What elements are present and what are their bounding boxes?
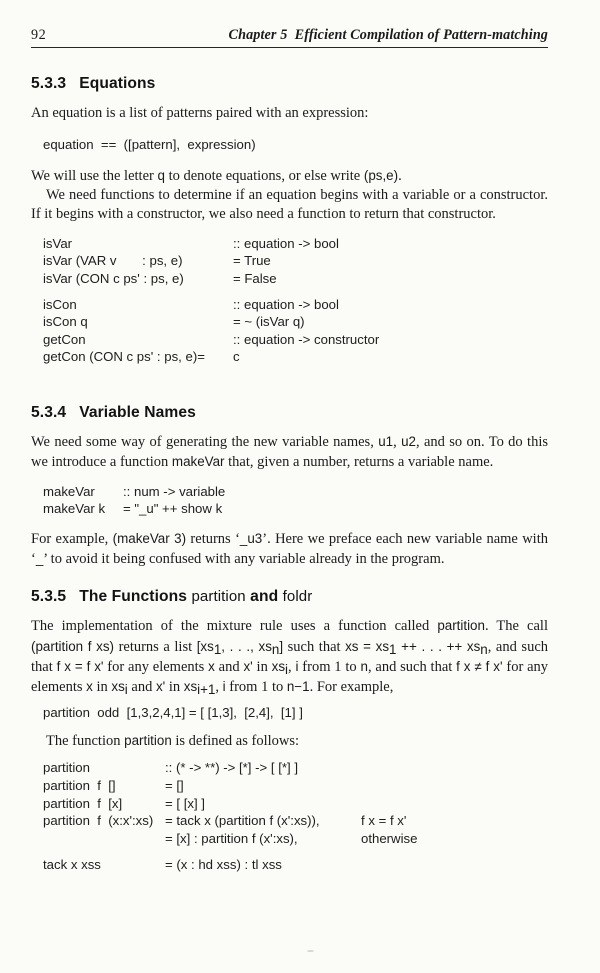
text-segment: partition	[124, 733, 172, 749]
text-segment: 1	[389, 641, 397, 657]
text-segment: that, given a number, returns a variable name.	[224, 454, 494, 471]
text-segment: (partition f xs)	[31, 638, 114, 654]
code-line	[43, 296, 548, 314]
text-segment: ,	[393, 433, 402, 450]
paragraph-letter-q	[31, 166, 548, 186]
text-segment: For example,	[31, 530, 113, 547]
code-line	[43, 856, 548, 874]
text-segment: xs	[183, 679, 198, 695]
paragraph-partition-description	[31, 616, 548, 697]
text-segment: i+1	[197, 682, 216, 698]
text-segment: f x = f x'	[56, 658, 104, 674]
text-segment: returns a list	[114, 638, 197, 655]
code-text: c	[233, 349, 240, 365]
code-line	[43, 313, 548, 331]
code-text: isCon	[43, 296, 77, 312]
code-text: = True	[233, 253, 271, 269]
code-line	[43, 500, 548, 518]
text-segment: The implementation of the mixture rule uses a function called	[31, 618, 438, 635]
code-line	[43, 795, 548, 813]
text-segment: , . . ., xs	[221, 638, 272, 654]
text-segment: u1	[378, 433, 394, 449]
text-segment: ,	[288, 658, 296, 675]
text-segment: . The call	[484, 618, 548, 635]
code-line	[43, 270, 548, 288]
text-segment: ’. Here we preface each new variable name with ‘	[31, 530, 548, 568]
code-text: = ~ (isVar q)	[233, 314, 305, 330]
section-title	[79, 588, 312, 605]
text-segment: q	[157, 167, 165, 183]
text-segment: xs	[271, 658, 286, 674]
text-segment: Variable Names	[79, 403, 196, 421]
code-text: :: num -> variable	[123, 483, 226, 499]
code-text: getCon	[43, 331, 86, 347]
text-segment: from 1 to	[298, 658, 361, 675]
code-text: :: equation -> bool	[233, 296, 339, 312]
text-segment: ]	[279, 638, 284, 654]
code-text: f x = f x'	[361, 813, 407, 829]
text-segment: 1	[213, 641, 222, 657]
text-segment: (makeVar 3)	[112, 530, 187, 546]
text-segment: The function	[46, 733, 125, 750]
code-block-partition-example	[43, 704, 548, 722]
text-segment: We need functions to determine if an equation begins with a variable or a constructor. If it begins with a constructor, we also need a function to return that constructor.	[31, 187, 548, 223]
code-block-makevar	[43, 483, 548, 518]
section-title	[79, 75, 155, 92]
text-segment: i	[222, 679, 226, 695]
code-text: makeVar	[43, 483, 95, 499]
text-segment: partition	[437, 618, 485, 634]
code-block-equation-def	[43, 136, 548, 154]
text-segment: ,	[215, 679, 223, 696]
text-segment: makeVar	[171, 454, 225, 470]
code-text: = (x : hd xss) : tl xss	[165, 857, 282, 873]
code-line	[43, 847, 548, 856]
code-block-partition-def	[43, 759, 548, 874]
section-number: 5.3.4	[31, 403, 67, 421]
code-text: getCon (CON c ps' : ps, e)=	[43, 349, 205, 365]
code-text: = [ [x] ]	[165, 795, 205, 811]
text-segment: x	[208, 658, 215, 674]
code-block-iscon-getcon	[43, 296, 548, 366]
code-line	[43, 331, 548, 349]
code-text: = tack x (partition f (x':xs)),	[165, 813, 320, 829]
text-segment: x'	[155, 679, 166, 695]
text-segment: x'	[243, 658, 253, 674]
code-line	[43, 830, 548, 848]
paragraph-variable-names	[31, 432, 548, 473]
code-text: isVar (CON c ps' : ps, e)	[43, 270, 184, 286]
code-text: isVar (VAR v : ps, e)	[43, 253, 183, 269]
text-segment: , and such that	[367, 658, 457, 675]
text-segment: [xs	[196, 638, 214, 654]
text-segment: and	[245, 588, 283, 606]
code-text: partition odd [1,3,2,4,1] = [ [1,3], [2,4], [1] ]	[43, 704, 303, 720]
paragraph-equation-intro	[31, 104, 548, 123]
text-segment: i	[285, 661, 289, 677]
code-text: = "_u" ++ show k	[123, 501, 223, 517]
section-title	[79, 404, 196, 421]
code-text: partition	[43, 760, 90, 776]
code-text: partition f []	[43, 777, 116, 793]
text-segment: x	[86, 679, 93, 695]
text-segment: is defined as follows:	[171, 733, 300, 750]
text-segment: An equation is a list of patterns paired with an expression:	[31, 105, 369, 121]
text-segment: and	[127, 679, 156, 696]
text-segment: for any elements	[31, 658, 549, 696]
code-block-isvar	[43, 235, 548, 288]
code-text: tack x xss	[43, 857, 101, 873]
code-line	[43, 235, 548, 253]
code-text: :: equation -> bool	[233, 235, 339, 251]
text-segment: i	[295, 658, 299, 674]
text-segment: We need some way of generating the new variable names,	[31, 433, 379, 450]
code-text: = []	[165, 777, 184, 793]
paragraph-partition-defined	[31, 731, 548, 751]
text-segment: such that	[283, 638, 346, 655]
text-segment: n	[480, 641, 488, 657]
code-text: = False	[233, 270, 277, 286]
code-line	[43, 136, 548, 154]
code-text: :: equation -> constructor	[233, 331, 380, 347]
code-text: :: (* -> **) -> [*] -> [ [*] ]	[165, 760, 299, 776]
text-segment: in	[252, 658, 272, 675]
text-segment: We will use the letter	[31, 167, 158, 184]
code-line	[43, 483, 548, 501]
code-line	[43, 704, 548, 722]
code-text: makeVar k	[43, 501, 106, 517]
text-segment: n−1	[286, 679, 310, 695]
text-segment: n	[271, 641, 280, 657]
text-segment: _u3	[239, 530, 263, 546]
text-segment: to denote equations, or else write	[164, 167, 364, 184]
text-segment: in	[165, 679, 184, 696]
code-text: isCon q	[43, 314, 88, 330]
code-line	[43, 252, 548, 270]
code-text: isVar	[43, 235, 73, 251]
text-segment: .	[398, 167, 402, 184]
page-header	[31, 27, 548, 44]
text-segment: foldr	[282, 588, 313, 606]
code-text: partition f (x:x':xs)	[43, 813, 154, 829]
text-segment: _	[35, 551, 44, 567]
text-segment: returns ‘	[186, 530, 240, 547]
section-heading-5-3-3	[31, 75, 548, 93]
paragraph-need-functions	[31, 186, 548, 225]
text-segment: ++ . . . ++ xs	[396, 638, 481, 654]
text-segment: . For example,	[309, 679, 394, 696]
text-segment: The Functions	[79, 588, 192, 606]
section-heading-5-3-4	[31, 404, 548, 422]
code-text: partition f [x]	[43, 795, 123, 811]
section-number: 5.3.5	[31, 588, 67, 606]
text-segment: from 1 to	[225, 679, 287, 696]
code-line	[43, 777, 548, 795]
text-segment: partition	[191, 588, 246, 606]
running-head: Chapter 5 Efficient Compilation of Pattern-matching	[228, 27, 548, 43]
text-segment: in	[92, 679, 112, 696]
text-segment: and	[214, 658, 244, 675]
code-text: equation == ([pattern], expression)	[43, 137, 256, 153]
text-segment: xs	[111, 679, 125, 695]
code-line	[43, 348, 548, 366]
text-segment: xs = xs	[345, 638, 390, 654]
text-segment: i	[124, 682, 128, 698]
code-text	[43, 830, 165, 848]
text-segment: for any elements	[103, 658, 209, 675]
code-line	[43, 812, 548, 830]
text-segment: , and so on. To do this we introduce a function	[31, 433, 548, 471]
text-segment: u2	[401, 433, 416, 449]
section-heading-5-3-5	[31, 588, 548, 606]
paragraph-makevar-example	[31, 529, 548, 570]
text-segment: n	[360, 658, 368, 674]
text-segment: , and such that	[31, 638, 549, 675]
code-text: otherwise	[361, 830, 418, 846]
code-line	[43, 759, 548, 777]
text-segment: (ps,e)	[363, 167, 399, 183]
text-segment: f x ≠ f x'	[456, 658, 503, 674]
code-text: = [x] : partition f (x':xs),	[165, 830, 298, 846]
scan-artifact	[307, 950, 314, 952]
header-rule	[31, 47, 548, 48]
section-number: 5.3.3	[31, 75, 67, 92]
text-segment: ’ to avoid it being confused with any variable already in the program.	[43, 551, 445, 568]
text-segment: Equations	[79, 75, 156, 92]
page-number: 92	[31, 27, 47, 43]
